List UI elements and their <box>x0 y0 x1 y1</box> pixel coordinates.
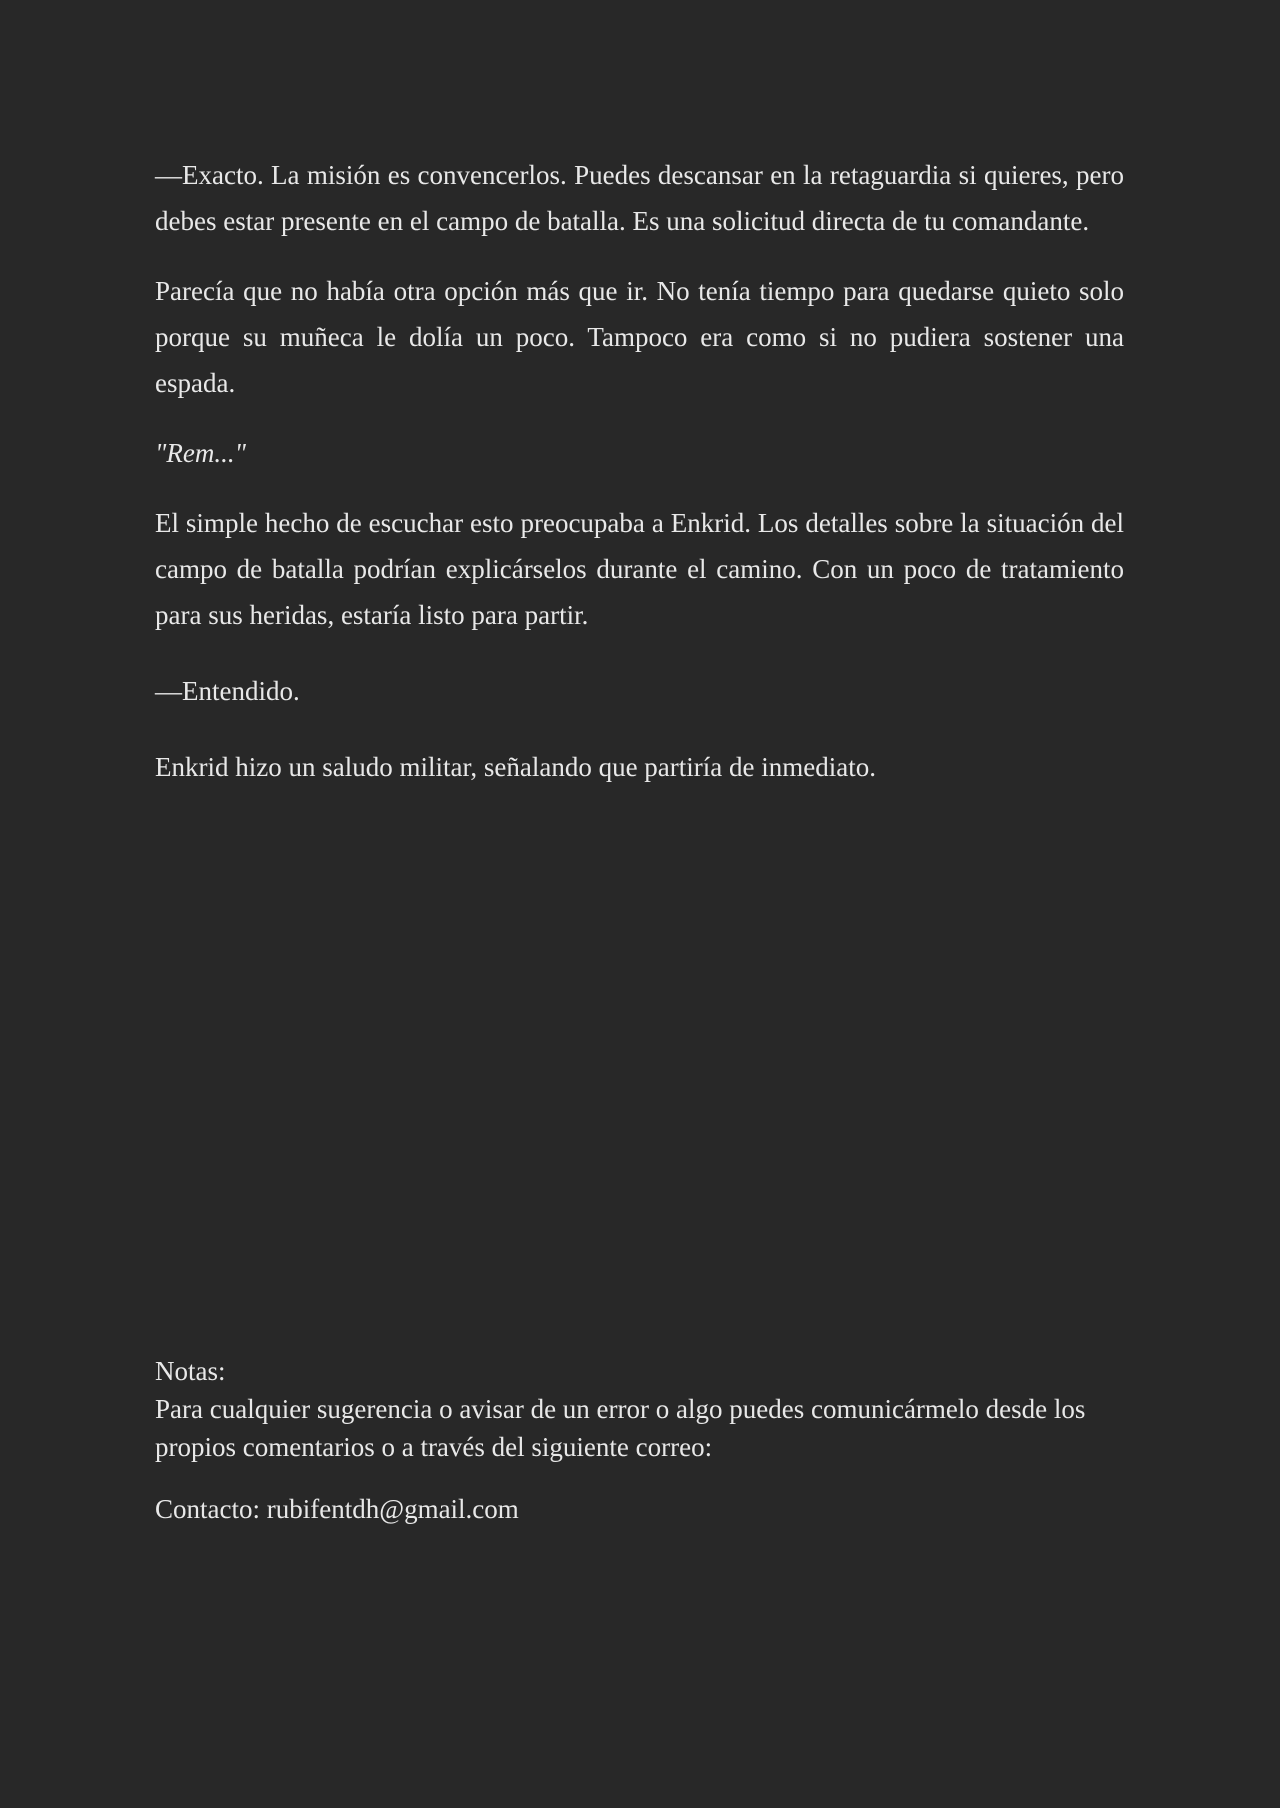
chapter-text <box>155 152 1124 814</box>
story-paragraph: —Entendido. <box>155 676 300 706</box>
story-paragraph-thought: "Rem..." <box>155 438 246 468</box>
story-paragraph: —Exacto. La misión es convencerlos. Puedes descansar en la retaguardia si quieres, pero debes estar presente en el campo de batalla. Es una solicitud directa de tu comandante. <box>155 160 1124 236</box>
story-paragraph: Enkrid hizo un saludo militar, señalando que partiría de inmediato. <box>155 752 876 782</box>
notes-label: Notas: <box>155 1356 226 1386</box>
story-paragraph: Parecía que no había otra opción más que ir. No tenía tiempo para quedarse quieto solo porque su muñeca le dolía un poco. Tampoco era como si no pudiera sostener una espada. <box>155 276 1124 398</box>
story-body <box>155 152 1124 790</box>
translator-notes <box>155 1352 1124 1528</box>
notes-body: Para cualquier sugerencia o avisar de un error o algo puedes comunicármelo desde los propios comentarios o a través del siguiente correo: <box>155 1394 1086 1462</box>
notes-block <box>155 1352 1124 1466</box>
contact-line: Contacto: rubifentdh@gmail.com <box>155 1494 519 1524</box>
story-paragraph: El simple hecho de escuchar esto preocupaba a Enkrid. Los detalles sobre la situación del campo de batalla podrían explicárselos durante el camino. Con un poco de tratamiento para sus heridas, estaría listo para partir. <box>155 508 1124 630</box>
